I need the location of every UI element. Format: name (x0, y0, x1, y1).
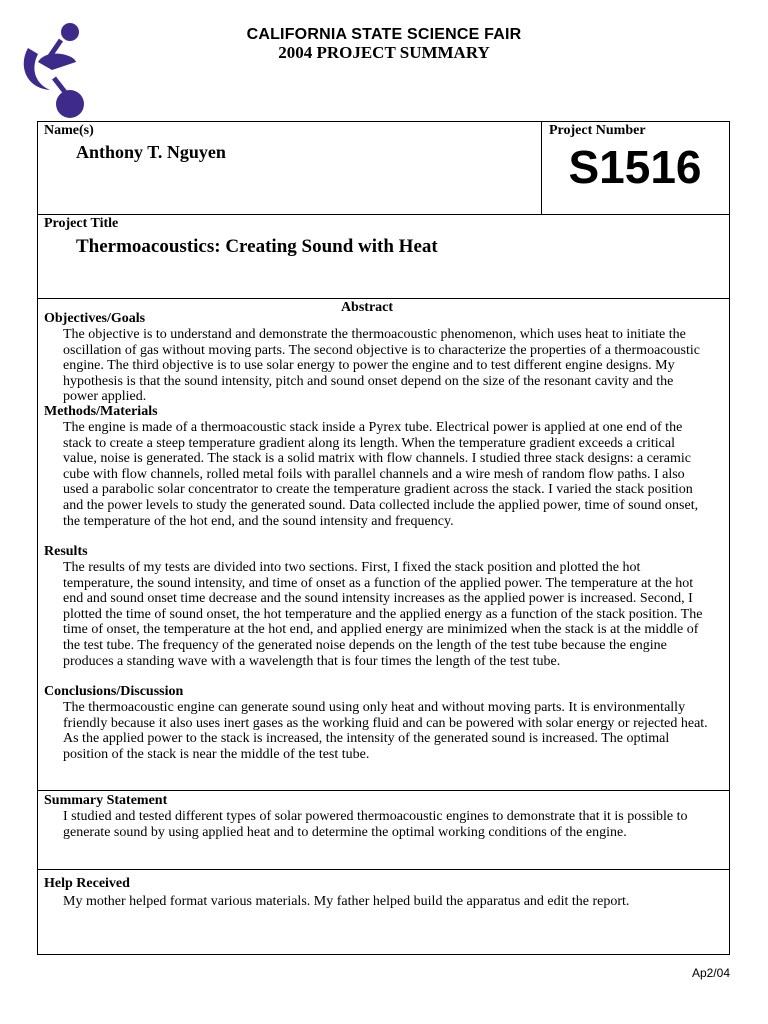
methods-section (44, 404, 709, 529)
names-label: Name(s) (44, 123, 94, 138)
conclusions-section (44, 684, 709, 762)
results-section (44, 544, 709, 669)
help-received-body: My mother helped format various materials. My father helped build the apparatus and edit the report. (63, 894, 630, 909)
section-heading: Methods/Materials (44, 404, 158, 419)
section-heading: Conclusions/Discussion (44, 684, 184, 699)
project-title-label: Project Title (44, 216, 119, 231)
summary-statement-section (44, 793, 714, 840)
project-number-label: Project Number (549, 123, 646, 138)
help-received-heading: Help Received (44, 876, 130, 891)
names-value: Anthony T. Nguyen (76, 142, 226, 162)
section-body: The results of my tests are divided into two sections. First, I fixed the stack position and plotted the hot temperature, the sound intensity, and time of onset as a function of the applied power. The temperature at the hot end and sound onset time decrease and the sound intensity increases as the applied power is increased. Second, I plotted the time of sound onset, the hot temperature and the applied energy as a function of the stack position. The time of onset, the temperature at the hot end, and applied energy are minimized when the stack is at the middle of the test tube. The frequency of the generated noise depends on the length of the test tube because the engine produces a standing wave with a wavelength that is four times the length of the test tube. (63, 560, 703, 669)
abstract-heading: Abstract (340, 300, 394, 315)
section-heading: Objectives/Goals (44, 311, 146, 326)
form-code: Ap2/04 (691, 966, 730, 980)
names-divider (541, 121, 542, 215)
section-body: The objective is to understand and demonstrate the thermoacoustic phenomenon, which uses heat to initiate the oscillation of gas without moving parts. The second objective is to characterize the properties of a thermoacoustic engine. The third objective is to use solar energy to power the engine and to test different engine designs. My hypothesis is that the sound intensity, pitch and sound onset depend on the size of the resonant cavity and the power applied. (63, 327, 700, 405)
summary-statement-body: I studied and tested different types of solar powered thermoacoustic engines to demonstrate that it is possible to generate sound by using applied heat and to determine the optimal working conditions of the engine. (63, 809, 688, 840)
section-heading: Results (44, 544, 88, 559)
fair-title: CALIFORNIA STATE SCIENCE FAIR (246, 26, 522, 43)
logo-bottom-dot (56, 90, 84, 118)
section-body: The thermoacoustic engine can generate sound using only heat and without moving parts. It is environmentally friendly because it also uses inert gases as the working fluid and can be powered with solar energy or rejected heat. As the applied power to the stack is increased, the intensity of the generated sound is increased. The optimal position of the stack is near the middle of the test tube. (63, 700, 708, 762)
project-number-value: S1516 (568, 141, 702, 193)
objectives-section (44, 311, 709, 405)
project-title-value: Thermoacoustics: Creating Sound with Heat (76, 236, 438, 257)
help-received-section (44, 876, 714, 910)
summary-statement-heading: Summary Statement (44, 793, 168, 808)
section-body: The engine is made of a thermoacoustic stack inside a Pyrex tube. Electrical power is applied at one end of the stack to create a steep temperature gradient along its length. When the temperature gradient exceeds a critical value, noise is generated. The stack is a solid matrix with flow channels. I studied three stack designs: a ceramic cube with flow channels, rolled metal foils with parallel channels and a wire mesh of random flow paths. I also used a parabolic solar concentrator to create the temperature gradient across the stack. I varied the stack position and the power levels to study the generated sound. Data collected include the applied power, time of sound onset, the temperature of the hot end, and the sound intensity and frequency. (63, 420, 699, 529)
summary-title: 2004 PROJECT SUMMARY (278, 43, 490, 62)
